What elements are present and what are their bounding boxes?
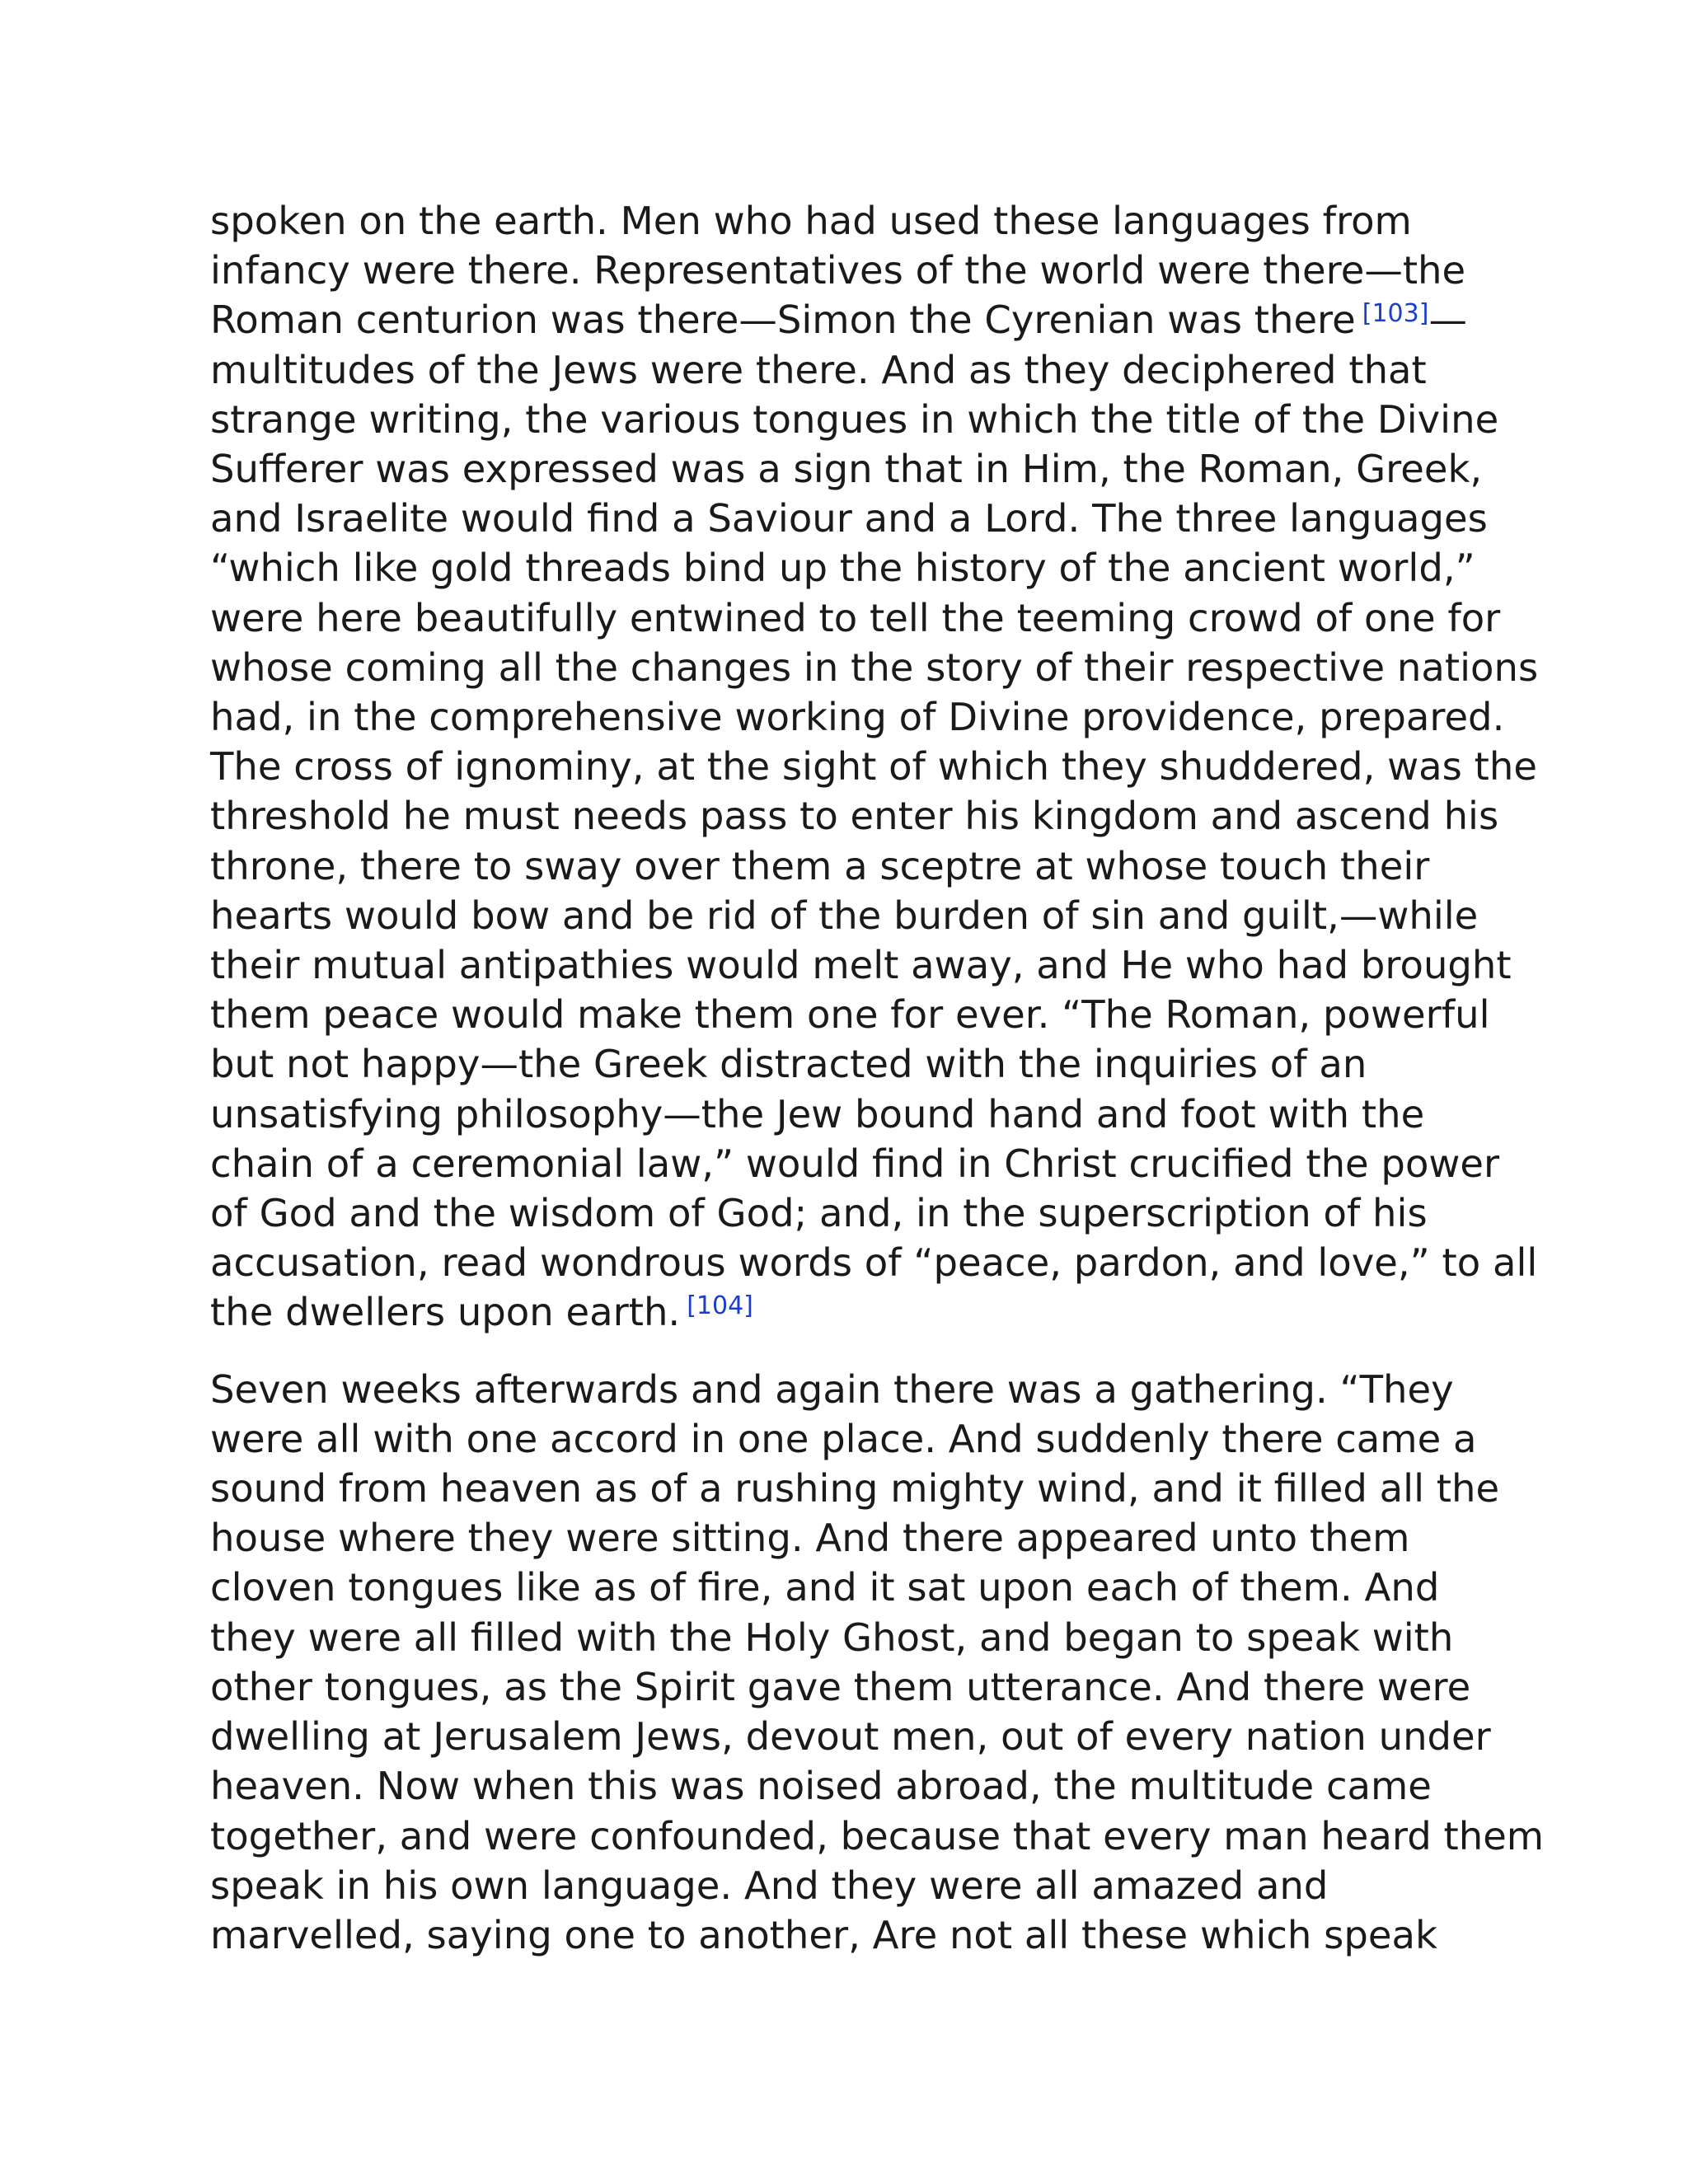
text-line xyxy=(210,1039,1562,1089)
text-line xyxy=(210,1365,1562,1414)
line-text: together, and were confounded, because that every man heard them xyxy=(210,1813,1545,1858)
text-line xyxy=(210,841,1562,891)
text-line xyxy=(210,791,1562,841)
line-text: were all with one accord in one place. And suddenly there came a xyxy=(210,1416,1477,1461)
text-line xyxy=(210,593,1562,643)
text-line xyxy=(210,1613,1562,1662)
line-text: Seven weeks afterwards and again there was a gathering. “They xyxy=(210,1366,1454,1412)
footnote-link[interactable]: [104] xyxy=(687,1291,753,1321)
line-text: throne, there to sway over them a sceptre at whose touch their xyxy=(210,843,1430,888)
line-text: unsatisfying philosophy—the Jew bound hand and foot with the xyxy=(210,1091,1425,1137)
line-text: were here beautifully entwined to tell the teeming crowd of one for xyxy=(210,595,1501,640)
line-text: accusation, read wondrous words of “peace, pardon, and love,” to all xyxy=(210,1240,1538,1286)
paragraph xyxy=(210,1365,1562,1960)
text-line xyxy=(210,742,1562,791)
line-text: their mutual antipathies would melt away, and He who had brought xyxy=(210,943,1512,988)
line-text: Roman centurion was there—Simon the Cyrenian was there xyxy=(210,298,1356,343)
line-text: whose coming all the changes in the story of their respective nations xyxy=(210,644,1539,690)
text-line xyxy=(210,1090,1562,1139)
text-line xyxy=(210,1662,1562,1712)
line-text: The cross of ignominy, at the sight of which they shuddered, was the xyxy=(210,744,1537,790)
line-text: hearts would bow and be rid of the burden of sin and guilt,—while xyxy=(210,893,1479,938)
line-text: strange writing, the various tongues in which the title of the Divine xyxy=(210,396,1499,442)
line-text: threshold he must needs pass to enter his kingdom and ascend his xyxy=(210,794,1499,839)
text-line xyxy=(210,1414,1562,1464)
text-line xyxy=(210,1188,1562,1238)
line-text: house where they were sitting. And there appeared unto them xyxy=(210,1516,1410,1561)
text-line xyxy=(210,1513,1562,1563)
paragraph xyxy=(210,196,1562,1338)
line-text: and Israelite would find a Saviour and a Lord. The three languages xyxy=(210,496,1488,541)
text-line xyxy=(210,1910,1562,1960)
text-line xyxy=(210,643,1562,692)
text-line xyxy=(210,1287,1562,1337)
text-line xyxy=(210,196,1562,246)
page-body xyxy=(210,196,1562,1960)
text-line xyxy=(210,543,1562,593)
line-text: the dwellers upon earth. xyxy=(210,1290,681,1335)
text-line xyxy=(210,295,1562,344)
line-text: had, in the comprehensive working of Divine providence, prepared. xyxy=(210,695,1505,740)
text-line xyxy=(210,1139,1562,1188)
line-text: they were all filled with the Holy Ghost, and began to speak with xyxy=(210,1615,1454,1660)
line-text: but not happy—the Greek distracted with the inquiries of an xyxy=(210,1042,1367,1087)
line-text: chain of a ceremonial law,” would find in Christ crucified the power xyxy=(210,1141,1500,1186)
text-line xyxy=(210,1238,1562,1287)
text-line xyxy=(210,692,1562,742)
line-text: Sufferer was expressed was a sign that in Him, the Roman, Greek, xyxy=(210,447,1483,492)
line-text: sound from heaven as of a rushing mighty wind, and it filled all the xyxy=(210,1466,1500,1511)
line-text-after-footnote: — xyxy=(1428,298,1467,343)
line-text: dwelling at Jerusalem Jews, devout men, out of every nation under xyxy=(210,1714,1491,1760)
line-text: “which like gold threads bind up the history of the ancient world,” xyxy=(210,546,1475,591)
line-text: cloven tongues like as of fire, and it sat upon each of them. And xyxy=(210,1565,1440,1610)
footnote-link[interactable]: [103] xyxy=(1362,299,1429,329)
text-line xyxy=(210,1563,1562,1612)
text-line xyxy=(210,345,1562,395)
text-line xyxy=(210,444,1562,494)
line-text: heaven. Now when this was noised abroad, the multitude came xyxy=(210,1764,1432,1809)
text-line xyxy=(210,395,1562,444)
line-text: multitudes of the Jews were there. And as they deciphered that xyxy=(210,347,1427,392)
text-line xyxy=(210,940,1562,990)
line-text: infancy were there. Representatives of the world were there—the xyxy=(210,248,1466,293)
line-text: other tongues, as the Spirit gave them utterance. And there were xyxy=(210,1664,1471,1709)
line-text: marvelled, saying one to another, Are not all these which speak xyxy=(210,1912,1437,1957)
text-line xyxy=(210,494,1562,543)
text-line xyxy=(210,1761,1562,1811)
line-text: spoken on the earth. Men who had used these languages from xyxy=(210,199,1412,243)
text-line xyxy=(210,246,1562,295)
line-text: speak in his own language. And they were all amazed and xyxy=(210,1863,1329,1908)
text-line xyxy=(210,1811,1562,1861)
line-text: of God and the wisdom of God; and, in the superscription of his xyxy=(210,1191,1428,1236)
text-line xyxy=(210,891,1562,940)
text-line xyxy=(210,1861,1562,1910)
text-line xyxy=(210,1712,1562,1761)
text-line xyxy=(210,1464,1562,1513)
text-line xyxy=(210,990,1562,1039)
line-text: them peace would make them one for ever. “The Roman, powerful xyxy=(210,992,1490,1038)
